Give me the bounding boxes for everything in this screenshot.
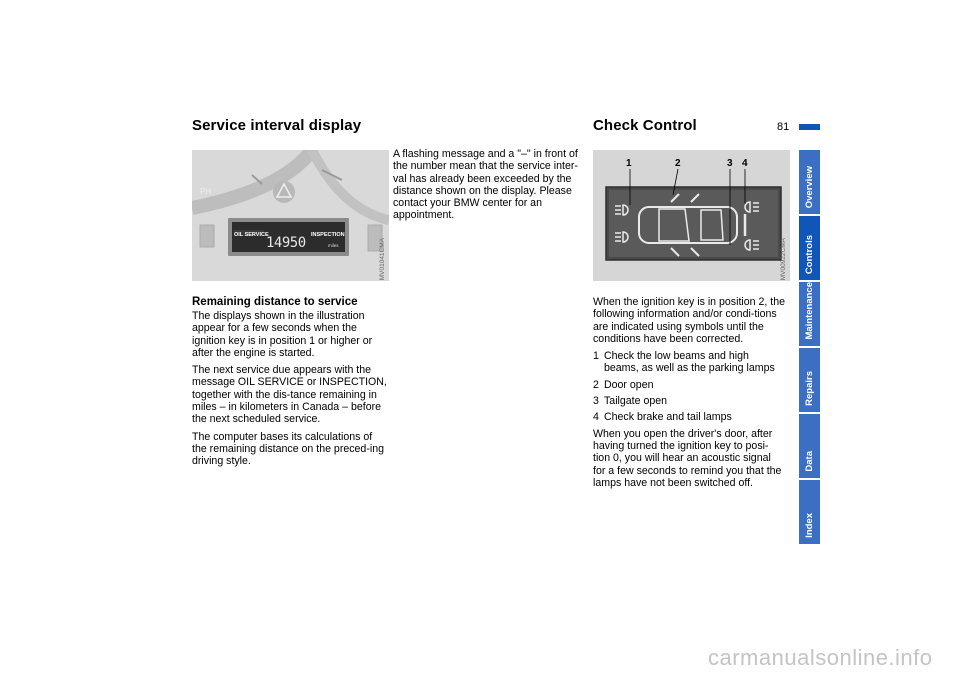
right-closing: When you open the driver's door, after having turned the ignition key to posi-tion 0, you will hear an acoustic signal for a few seconds to remind you that the lamps have not been switched off. xyxy=(593,427,782,489)
left-paragraph-1: The displays shown in the illustration appear for a few seconds when the ignition key is in position 1 or higher or after the engine is started. xyxy=(192,310,373,359)
list-item-text: Check brake and tail lamps xyxy=(604,411,732,424)
callout-2: 2 xyxy=(675,158,681,169)
tab-controls[interactable] xyxy=(799,216,820,280)
list-item xyxy=(593,379,785,391)
tab-label: Repairs xyxy=(804,371,815,406)
list-item xyxy=(593,411,785,423)
right-body-text xyxy=(593,296,785,494)
gauge-label: PH xyxy=(200,187,212,196)
tab-data[interactable] xyxy=(799,414,820,478)
instrument-cluster-drawing xyxy=(192,150,389,281)
list-item-text: Tailgate open xyxy=(604,395,668,408)
check-control-drawing xyxy=(593,150,790,281)
tab-label: Maintenance xyxy=(804,282,815,340)
right-intro: When the ignition key is in position 2, the following information and/or condi-tions are indicated using symbols until the conditions have been corrected. xyxy=(593,296,785,345)
tab-label: Data xyxy=(804,451,815,472)
tab-index[interactable] xyxy=(799,480,820,544)
left-paragraph-2: The next service due appears with the message OIL SERVICE or INSPECTION, together with the dis-tance remaining in miles – in kilometers in Canada – before the next scheduled service. xyxy=(192,364,387,426)
tab-maintenance[interactable] xyxy=(799,282,820,346)
illustration-code-right: MV00922CMA xyxy=(780,238,787,281)
display-unit: miles xyxy=(328,243,339,248)
page-marker xyxy=(799,124,820,130)
list-item xyxy=(593,395,785,407)
subhead-remaining-distance: Remaining distance to service xyxy=(192,296,358,308)
tab-label: Overview xyxy=(804,165,815,208)
check-control-illustration xyxy=(593,150,790,281)
middle-body-text xyxy=(393,148,581,227)
section-title-service-interval: Service interval display xyxy=(192,117,362,134)
left-body-text xyxy=(192,310,387,473)
tab-repairs[interactable] xyxy=(799,348,820,412)
callout-4: 4 xyxy=(742,158,748,169)
left-paragraph-3: The computer bases its calculations of the remaining distance on the preced-ing driving style. xyxy=(192,430,384,468)
illustration-code-left: MV01041CMA xyxy=(379,238,386,281)
list-item-number: 2 xyxy=(593,378,599,391)
list-item-number: 1 xyxy=(593,350,599,363)
list-item-number: 4 xyxy=(593,411,599,424)
display-oil-service-label: OIL SERVICE xyxy=(234,232,269,238)
list-item-text: Check the low beams and high beams, as well as the parking lamps xyxy=(604,350,775,375)
tab-overview[interactable] xyxy=(799,150,820,214)
callout-1: 1 xyxy=(626,158,632,169)
service-display-illustration xyxy=(192,150,389,281)
display-inspection-label: INSPECTION xyxy=(311,232,345,238)
tab-label: Controls xyxy=(804,234,815,274)
list-item xyxy=(593,350,785,375)
section-title-check-control: Check Control xyxy=(593,117,697,134)
watermark-text: carmanualsonline.info xyxy=(708,645,933,670)
list-item-number: 3 xyxy=(593,395,599,408)
page-number: 81 xyxy=(777,121,790,133)
callout-3: 3 xyxy=(727,158,733,169)
display-distance-value: 14950 xyxy=(266,235,306,251)
list-item-text: Door open xyxy=(604,378,654,391)
middle-paragraph: A flashing message and a "–" in front of the number mean that the service inter-val has already been exceeded by the distance shown on the display. Please contact your BMW center for an appointment. xyxy=(393,148,578,222)
tab-label: Index xyxy=(804,513,815,538)
